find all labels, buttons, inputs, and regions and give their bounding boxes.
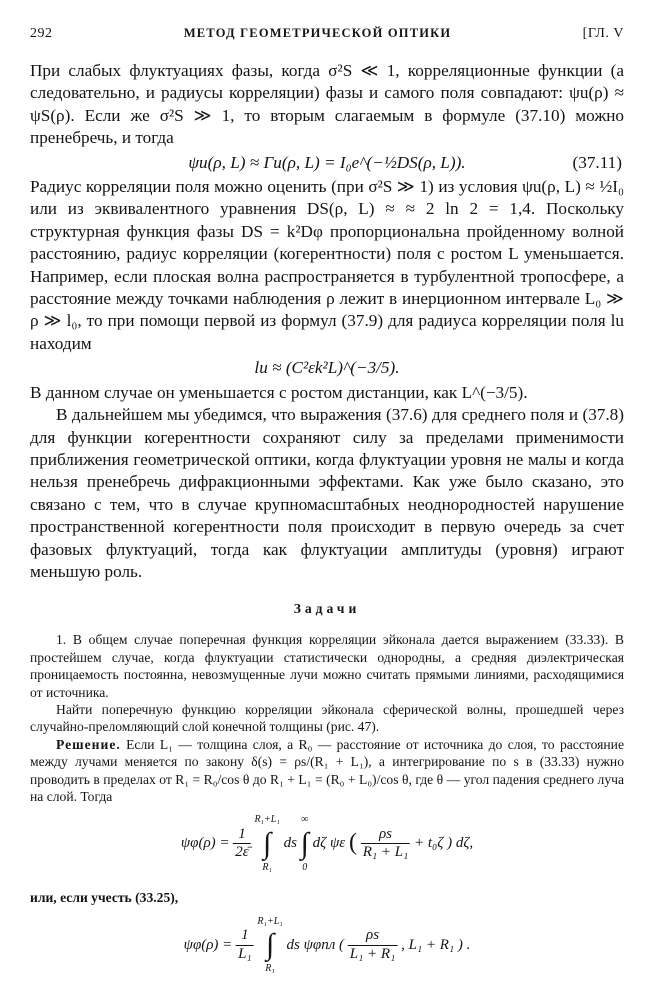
eq3-integrand: dζ ψε: [312, 835, 346, 852]
eq3-integral-1: R₁+L₁ ∫ R₁: [254, 814, 280, 873]
main-text: [30, 60, 624, 583]
page-number: 292: [30, 26, 53, 41]
paragraph-4: В дальнейшем мы убедимся, что выражения (37.6) для среднего поля и (37.8) для функции когерентности сохраняют силу за пределами применимости приближения геометрической оптики, когда флуктуации уровня не малы и когда нельзя пренебречь дифракционными эффектами. Как уже было сказано, это связано с тем, что в случае крупномасштабных неоднородностей нарушение пространственной когерентности поля происходит в первую очередь за счет фазовых флуктуаций, тогда как флуктуации амплитуды (уровня) играют меньшую роль.: [30, 405, 624, 581]
equation-37-11-body: ψu(ρ, L) ≈ Γu(ρ, L) = I₀e^(−½DS(ρ, L)).: [188, 152, 466, 172]
equation-eikonal-1: ψφ(ρ) = $\frac{1}{2\varepsilon̄}$ R₁+L₁ ∫ R₁ ds ∞ ∫ 0 dζ ψε ( $\frac{\rho s}{\text{R₁ + L₁}}$ + t₀ζ ) dζ,: [30, 811, 624, 883]
eq4-coef: $\frac{1}{\text{L₁}}$: [238, 927, 252, 962]
tasks-heading: Задачи: [293, 601, 361, 617]
eq4-tail: , L₁ + R₁ ) .: [401, 936, 471, 953]
equation-37-11: [30, 152, 624, 174]
paragraph-1: При слабых флуктуациях фазы, когда σ²S ≪ 1, корреляционные функции (а следовательно, и радиусы корреляции) фазы и самого поля совпадают: ψu(ρ) ≈ ψS(ρ). Если же σ²S ≫ 1, то вторым слагаемым в формуле (37.10) можно пренебречь, и тогда: [30, 61, 624, 148]
solution-label: Решение.: [56, 736, 121, 752]
equation-37-11-number: (37.11): [572, 152, 622, 172]
running-title: МЕТОД ГЕОМЕТРИЧЕСКОЙ ОПТИКИ: [183, 26, 452, 40]
equation-radius: [30, 357, 624, 379]
eq3-ds: ds: [283, 835, 297, 852]
solution-text: Если L₁ — толщина слоя, а R₀ — расстояние от источника до слоя, то расстояние между лучами меняется по закону δ(s) = ρs/(R₁ + L₁), а интегрирование по s в (33.33) нужно проводить в пределах от R₁ = R₀/cos θ до R₁ + L₁ = (R₀ + L₀)/cos θ, где θ — угол падения среднего луча на слой. Тогда: [30, 736, 624, 804]
task-1-statement: 1. В общем случае поперечная функция корреляции эйконала дается выражением (33.33). В простейшем случае, когда флуктуации статистически однородны, а средняя диэлектрическая проницаемость постоянна, невозмущенные лучи можно считать прямыми линиями, расходящимися от источника.: [30, 632, 624, 700]
task-1-question: Найти поперечную функцию корреляции эйконала сферической волны, прошедшей через случайно-преломляющий слой конечной толщины (рис. 47).: [30, 701, 624, 735]
eq4-fraction: $\frac{\rho s}{\text{L₁ + R₁}}$: [349, 927, 396, 962]
eq4-lhs: ψφ(ρ) =: [183, 936, 233, 953]
eq4-integral: R₁+L₁ ∫ R₁: [257, 915, 283, 975]
equation-radius-body: lu ≈ (C²εk²L)^(−3/5).: [254, 358, 400, 378]
eq3-tail: + t₀ζ ) dζ,: [414, 835, 474, 852]
paragraph-2: Радиус корреляции поля можно оценить (при σ²S ≫ 1) из условия ψu(ρ, L) ≈ ½I₀ или из эквивалентного уравнения DS(ρ, L) ≈ ≈ 2 ln 2 = 1,4. Поскольку структурная функция фазы DS = k²Dφ пропорциональна пройденному волной расстоянию, радиус корреляции (когерентности) поля с ростом L уменьшается. Например, если плоская волна распространяется в турбулентной тропосфере, а расстояние между точками наблюдения ρ лежит в инерционном интервале L₀ ≫ ρ ≫ l₀, то при помощи первой из формул (37.9) для радиуса корреляции поля lu находим: [30, 177, 624, 353]
equation-eikonal-2: [30, 913, 624, 985]
page: [30, 26, 624, 991]
eq3-lhs: ψφ(ρ) =: [180, 835, 230, 852]
paragraph-3: В данном случае он уменьшается с ростом дистанции, как L^(−3/5).: [30, 382, 528, 402]
chapter-label: [ГЛ. V: [582, 26, 624, 41]
eq3-coef: $\frac{1}{2\varepsilon̄}$: [235, 825, 249, 861]
eq3-fraction: $\frac{\rho s}{\text{R₁ + L₁}}$: [362, 825, 409, 861]
running-header: [30, 26, 624, 50]
connector-text: или, если учесть (33.25),: [30, 890, 179, 906]
solution-paragraph: [30, 736, 624, 806]
eq4-integrand: ds ψφпл (: [286, 936, 344, 953]
task-1: [30, 631, 624, 984]
eq3-integral-2: ∞ ∫ 0: [300, 814, 309, 873]
